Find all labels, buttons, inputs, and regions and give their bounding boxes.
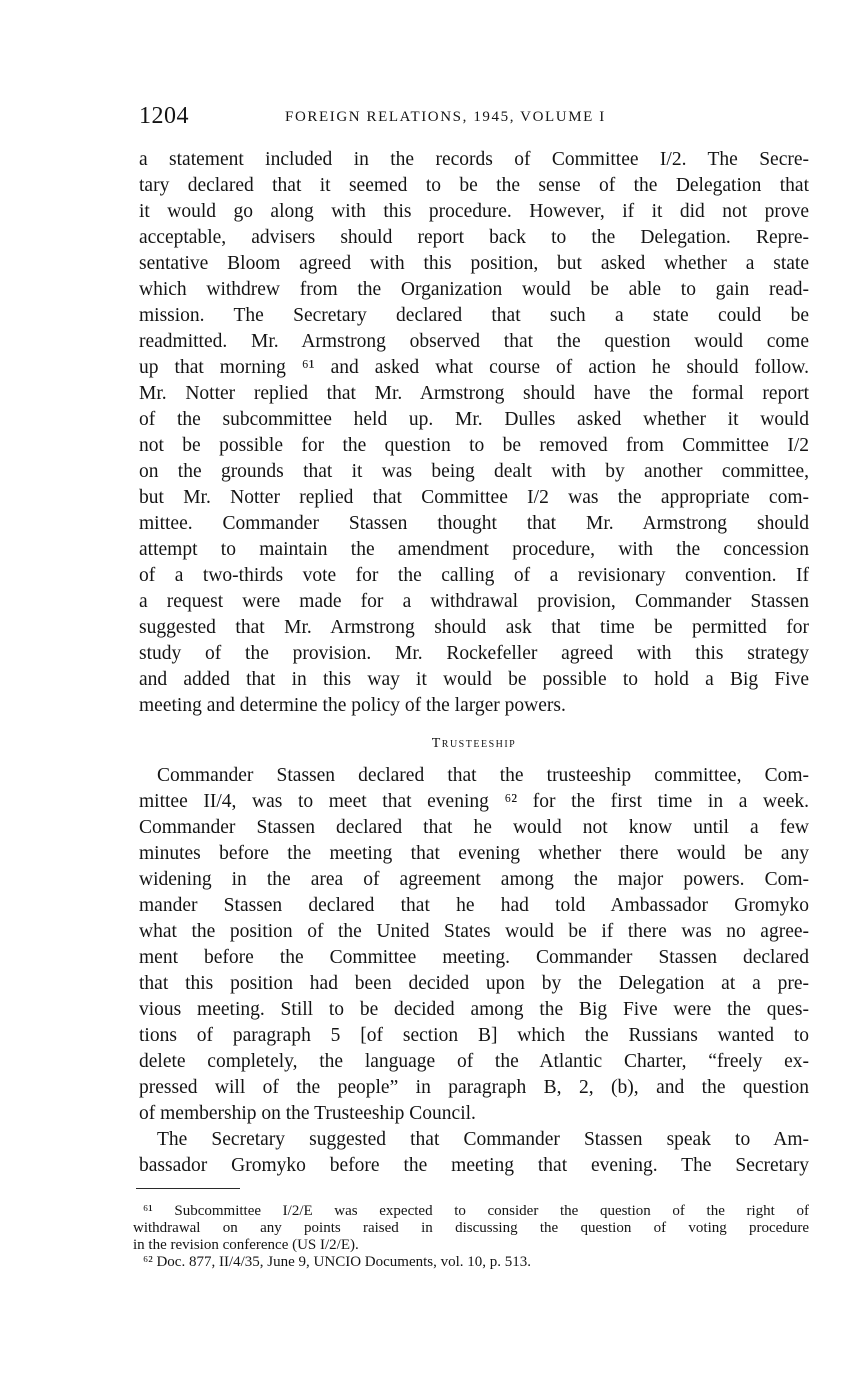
text-line: suggested that Mr. Armstrong should ask that time be permitted for — [139, 617, 809, 638]
text-line: what the position of the United States would be if there was no agree- — [139, 921, 809, 942]
paragraph-1 — [139, 147, 809, 719]
text-line: which withdrew from the Organization would be able to gain read- — [139, 279, 809, 300]
paragraph-3 — [139, 1127, 809, 1179]
text-line: of a two-thirds vote for the calling of a revisionary convention. If — [139, 565, 809, 586]
text-line: tary declared that it seemed to be the sense of the Delegation that — [139, 175, 809, 196]
text-line: of membership on the Trusteeship Council. — [139, 1103, 476, 1124]
text-line: Commander Stassen declared that the trusteeship committee, Com- — [157, 765, 809, 786]
text-line: attempt to maintain the amendment procedure, with the concession — [139, 539, 809, 560]
text-line: bassador Gromyko before the meeting that evening. The Secretary — [139, 1155, 809, 1176]
text-line: ment before the Committee meeting. Commander Stassen declared — [139, 947, 809, 968]
text-line: mander Stassen declared that he had told Ambassador Gromyko — [139, 895, 809, 916]
text-line: mission. The Secretary declared that such a state could be — [139, 305, 809, 326]
text-line: minutes before the meeting that evening whether there would be any — [139, 843, 809, 864]
text-line: a statement included in the records of Committee I/2. The Secre- — [139, 149, 809, 170]
text-line: that this position had been decided upon by the Delegation at a pre- — [139, 973, 809, 994]
footnotes — [133, 1203, 809, 1271]
section-heading: Trusteeship — [431, 736, 517, 751]
text-line: vious meeting. Still to be decided among the Big Five were the ques- — [139, 999, 809, 1020]
text-line: widening in the area of agreement among the major powers. Com- — [139, 869, 809, 890]
footnote-61-line: in the revision conference (US I/2/E). — [133, 1237, 359, 1253]
footnote-62-line: ⁶² Doc. 877, II/4/35, June 9, UNCIO Documents, vol. 10, p. 513. — [143, 1254, 532, 1270]
footnote-divider — [136, 1188, 240, 1189]
text-line: of the subcommittee held up. Mr. Dulles asked whether it would — [139, 409, 809, 430]
text-line: up that morning ⁶¹ and asked what course of action he should follow. — [139, 357, 809, 378]
text-line: mittee II/4, was to meet that evening ⁶² for the first time in a week. — [139, 791, 809, 812]
text-line: Mr. Notter replied that Mr. Armstrong should have the formal report — [139, 383, 809, 404]
page-header — [139, 103, 809, 133]
text-line: The Secretary suggested that Commander Stassen speak to Am- — [157, 1129, 809, 1150]
text-line: mittee. Commander Stassen thought that Mr. Armstrong should — [139, 513, 809, 534]
text-line: sentative Bloom agreed with this position, but asked whether a state — [139, 253, 809, 274]
footnote-61-line: ⁶¹ Subcommittee I/2/E was expected to consider the question of the right of — [143, 1203, 809, 1219]
running-title: FOREIGN RELATIONS, 1945, VOLUME I — [285, 109, 606, 125]
text-line: study of the provision. Mr. Rockefeller agreed with this strategy — [139, 643, 809, 664]
text-line: pressed will of the people” in paragraph B, 2, (b), and the question — [139, 1077, 809, 1098]
text-line: a request were made for a withdrawal provision, Commander Stassen — [139, 591, 809, 612]
text-line: delete completely, the language of the Atlantic Charter, “freely ex- — [139, 1051, 809, 1072]
text-line: tions of paragraph 5 [of section B] which the Russians wanted to — [139, 1025, 809, 1046]
footnote-61-line: withdrawal on any points raised in discussing the question of voting procedure — [133, 1220, 809, 1236]
text-line: on the grounds that it was being dealt with by another committee, — [139, 461, 809, 482]
text-line: readmitted. Mr. Armstrong observed that the question would come — [139, 331, 809, 352]
text-line: acceptable, advisers should report back to the Delegation. Repre- — [139, 227, 809, 248]
page-number: 1204 — [139, 103, 189, 129]
paragraph-2 — [139, 763, 809, 1127]
text-line: Commander Stassen declared that he would not know until a few — [139, 817, 809, 838]
text-line: and added that in this way it would be possible to hold a Big Five — [139, 669, 809, 690]
text-line: it would go along with this procedure. However, if it did not prove — [139, 201, 809, 222]
text-line: but Mr. Notter replied that Committee I/2 was the appropriate com- — [139, 487, 809, 508]
text-line: not be possible for the question to be removed from Committee I/2 — [139, 435, 809, 456]
text-line: meeting and determine the policy of the larger powers. — [139, 695, 566, 716]
